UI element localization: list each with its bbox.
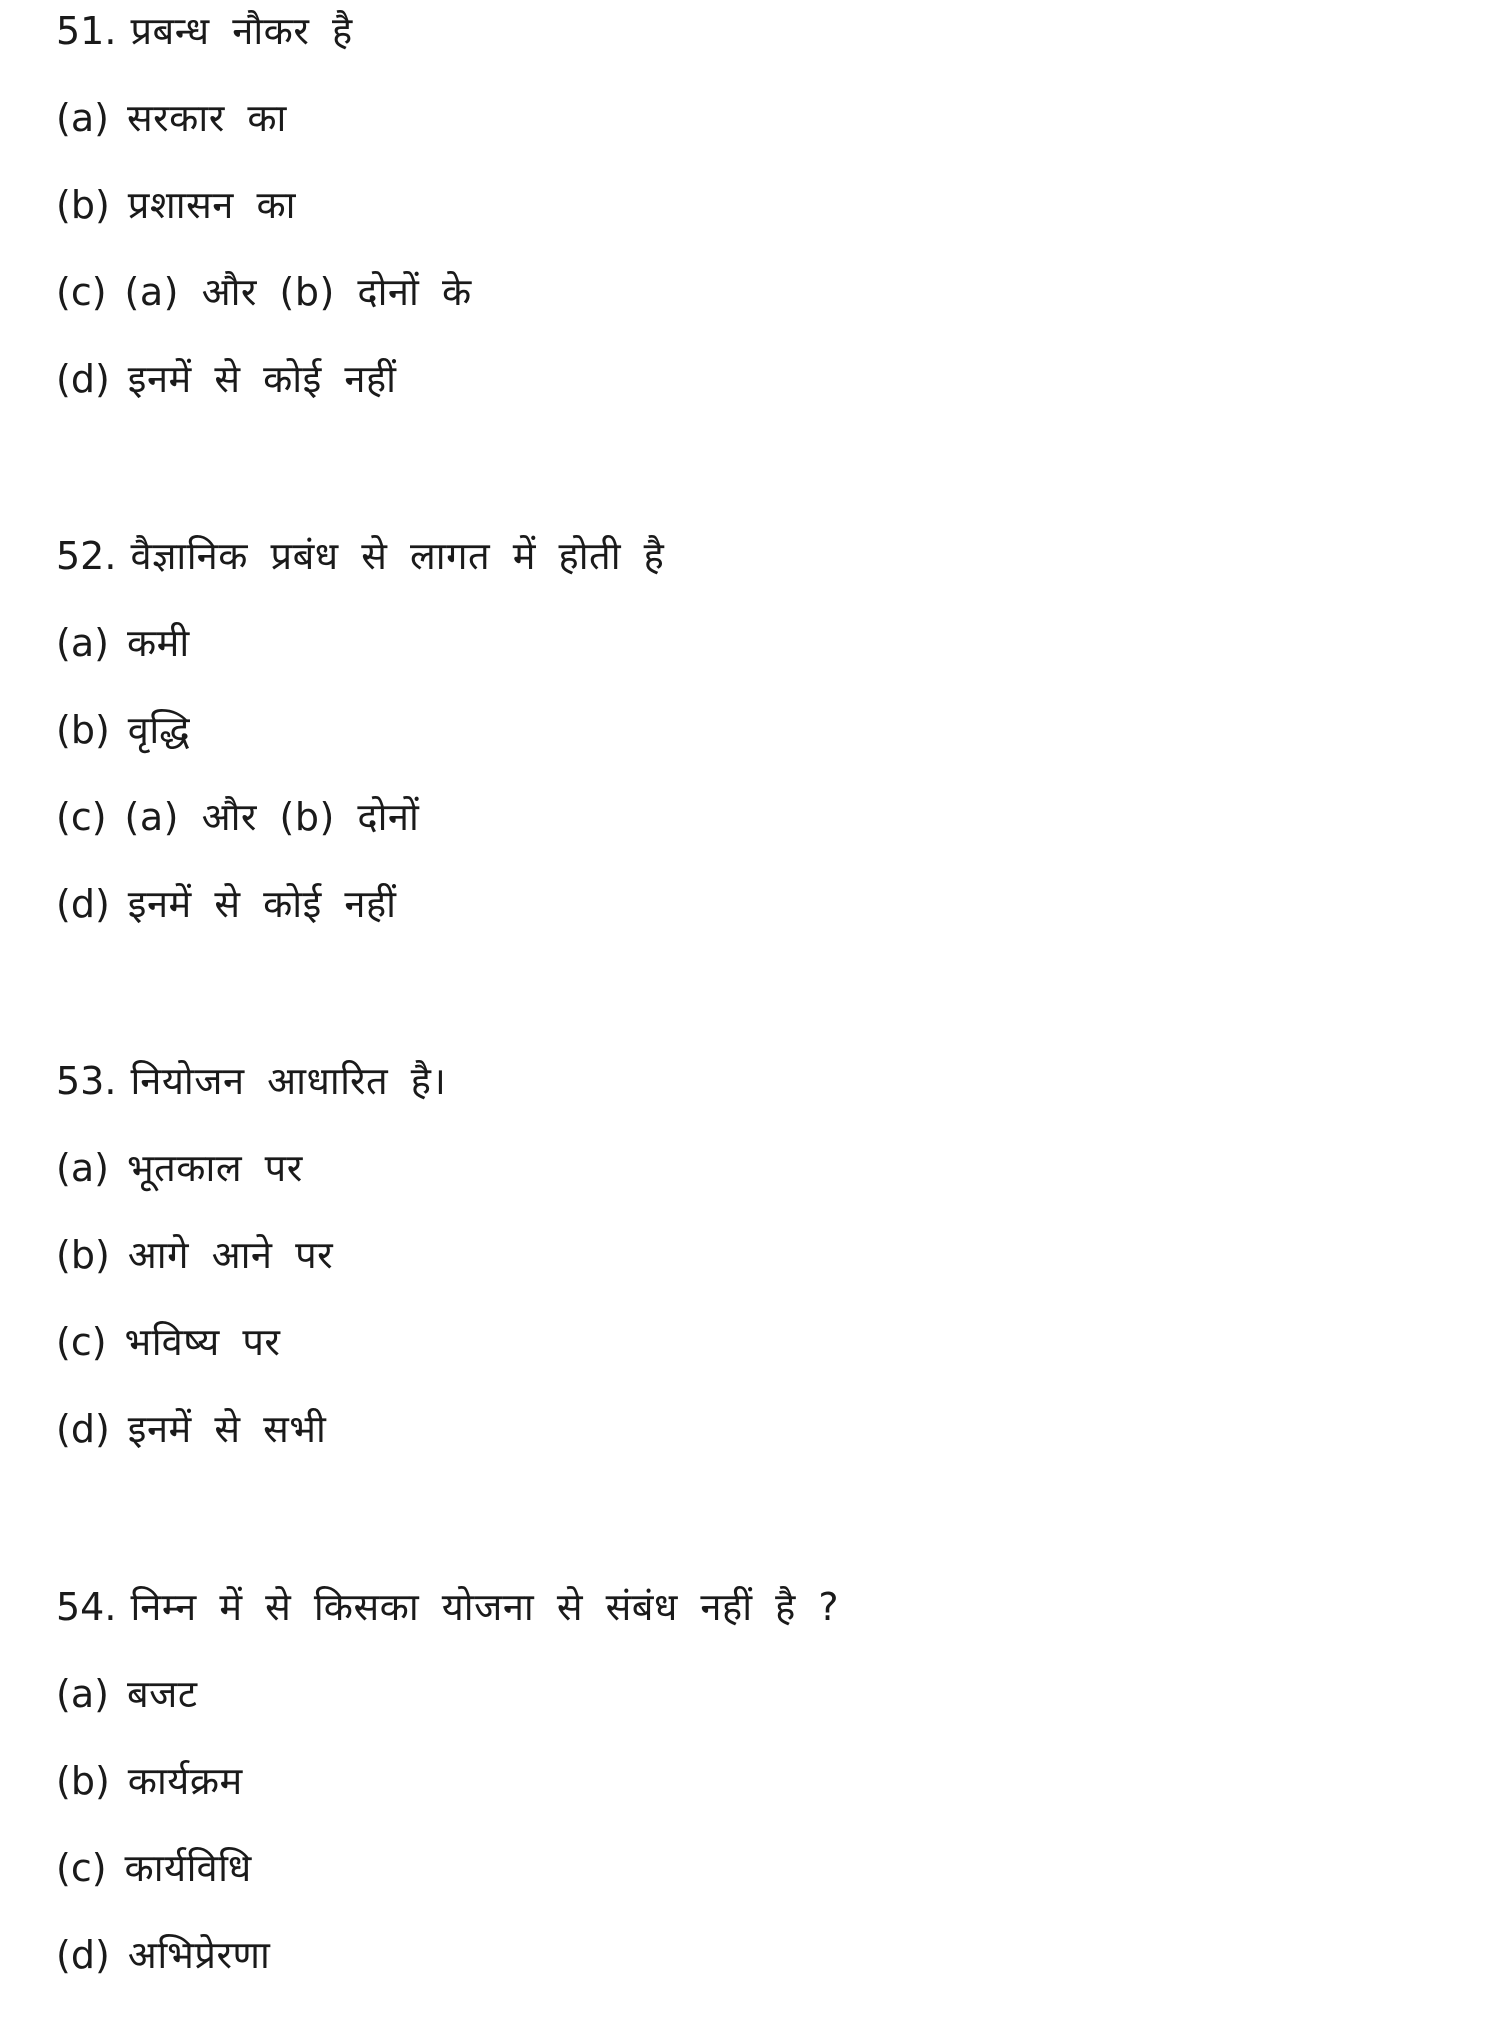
option-b bbox=[56, 1738, 1456, 1825]
option-text: भविष्य पर bbox=[124, 1320, 281, 1364]
option-text: वृद्धि bbox=[127, 708, 191, 752]
option-label: (d) bbox=[56, 1933, 110, 1977]
option-b bbox=[56, 1212, 1456, 1299]
option-text: प्रशासन का bbox=[127, 183, 296, 227]
option-label: (c) bbox=[56, 795, 107, 839]
option-a bbox=[56, 1125, 1456, 1212]
question-number: 53. bbox=[56, 1059, 117, 1103]
option-label: (b) bbox=[56, 183, 110, 227]
question-text: प्रबन्ध नौकर है bbox=[130, 9, 353, 53]
option-label: (d) bbox=[56, 357, 110, 401]
question-53 bbox=[56, 1038, 1456, 1473]
question-number: 54. bbox=[56, 1585, 117, 1629]
option-label: (b) bbox=[56, 1233, 110, 1277]
question-52 bbox=[56, 513, 1456, 948]
option-d bbox=[56, 1912, 1456, 1999]
option-d bbox=[56, 1386, 1456, 1473]
option-c bbox=[56, 774, 1456, 861]
option-text: इनमें से कोई नहीं bbox=[127, 357, 397, 401]
option-label: (a) bbox=[56, 1672, 109, 1716]
option-c bbox=[56, 1299, 1456, 1386]
option-label: (c) bbox=[56, 1320, 107, 1364]
option-label: (d) bbox=[56, 1407, 110, 1451]
option-label: (b) bbox=[56, 708, 110, 752]
option-label: (a) bbox=[56, 621, 109, 665]
option-text: (a) और (b) दोनों bbox=[124, 795, 420, 839]
option-d bbox=[56, 336, 1456, 423]
question-54 bbox=[56, 1564, 1456, 1999]
option-label: (c) bbox=[56, 1846, 107, 1890]
option-label: (d) bbox=[56, 882, 110, 926]
option-a bbox=[56, 600, 1456, 687]
question-stem bbox=[56, 1564, 1456, 1651]
question-number: 51. bbox=[56, 9, 117, 53]
option-text: भूतकाल पर bbox=[126, 1146, 303, 1190]
option-b bbox=[56, 687, 1456, 774]
option-label: (b) bbox=[56, 1759, 110, 1803]
option-d bbox=[56, 861, 1456, 948]
question-text: निम्न में से किसका योजना से संबंध नहीं है ? bbox=[130, 1585, 840, 1629]
option-text: अभिप्रेरणा bbox=[127, 1933, 271, 1977]
question-stem bbox=[56, 0, 1456, 75]
question-text: नियोजन आधारित है। bbox=[130, 1059, 447, 1103]
question-51 bbox=[56, 0, 1456, 423]
question-text: वैज्ञानिक प्रबंध से लागत में होती है bbox=[130, 534, 665, 578]
option-label: (a) bbox=[56, 1146, 109, 1190]
option-c bbox=[56, 1825, 1456, 1912]
question-stem bbox=[56, 513, 1456, 600]
option-text: (a) और (b) दोनों के bbox=[124, 270, 472, 314]
question-stem bbox=[56, 1038, 1456, 1125]
option-label: (a) bbox=[56, 96, 109, 140]
option-text: कार्यक्रम bbox=[127, 1759, 243, 1803]
question-number: 52. bbox=[56, 534, 117, 578]
option-text: सरकार का bbox=[126, 96, 287, 140]
option-a bbox=[56, 75, 1456, 162]
option-text: इनमें से सभी bbox=[127, 1407, 327, 1451]
option-c bbox=[56, 249, 1456, 336]
option-b bbox=[56, 162, 1456, 249]
option-a bbox=[56, 1651, 1456, 1738]
option-label: (c) bbox=[56, 270, 107, 314]
option-text: कमी bbox=[126, 621, 190, 665]
option-text: कार्यविधि bbox=[124, 1846, 252, 1890]
option-text: बजट bbox=[126, 1672, 198, 1716]
option-text: आगे आने पर bbox=[127, 1233, 334, 1277]
option-text: इनमें से कोई नहीं bbox=[127, 882, 397, 926]
